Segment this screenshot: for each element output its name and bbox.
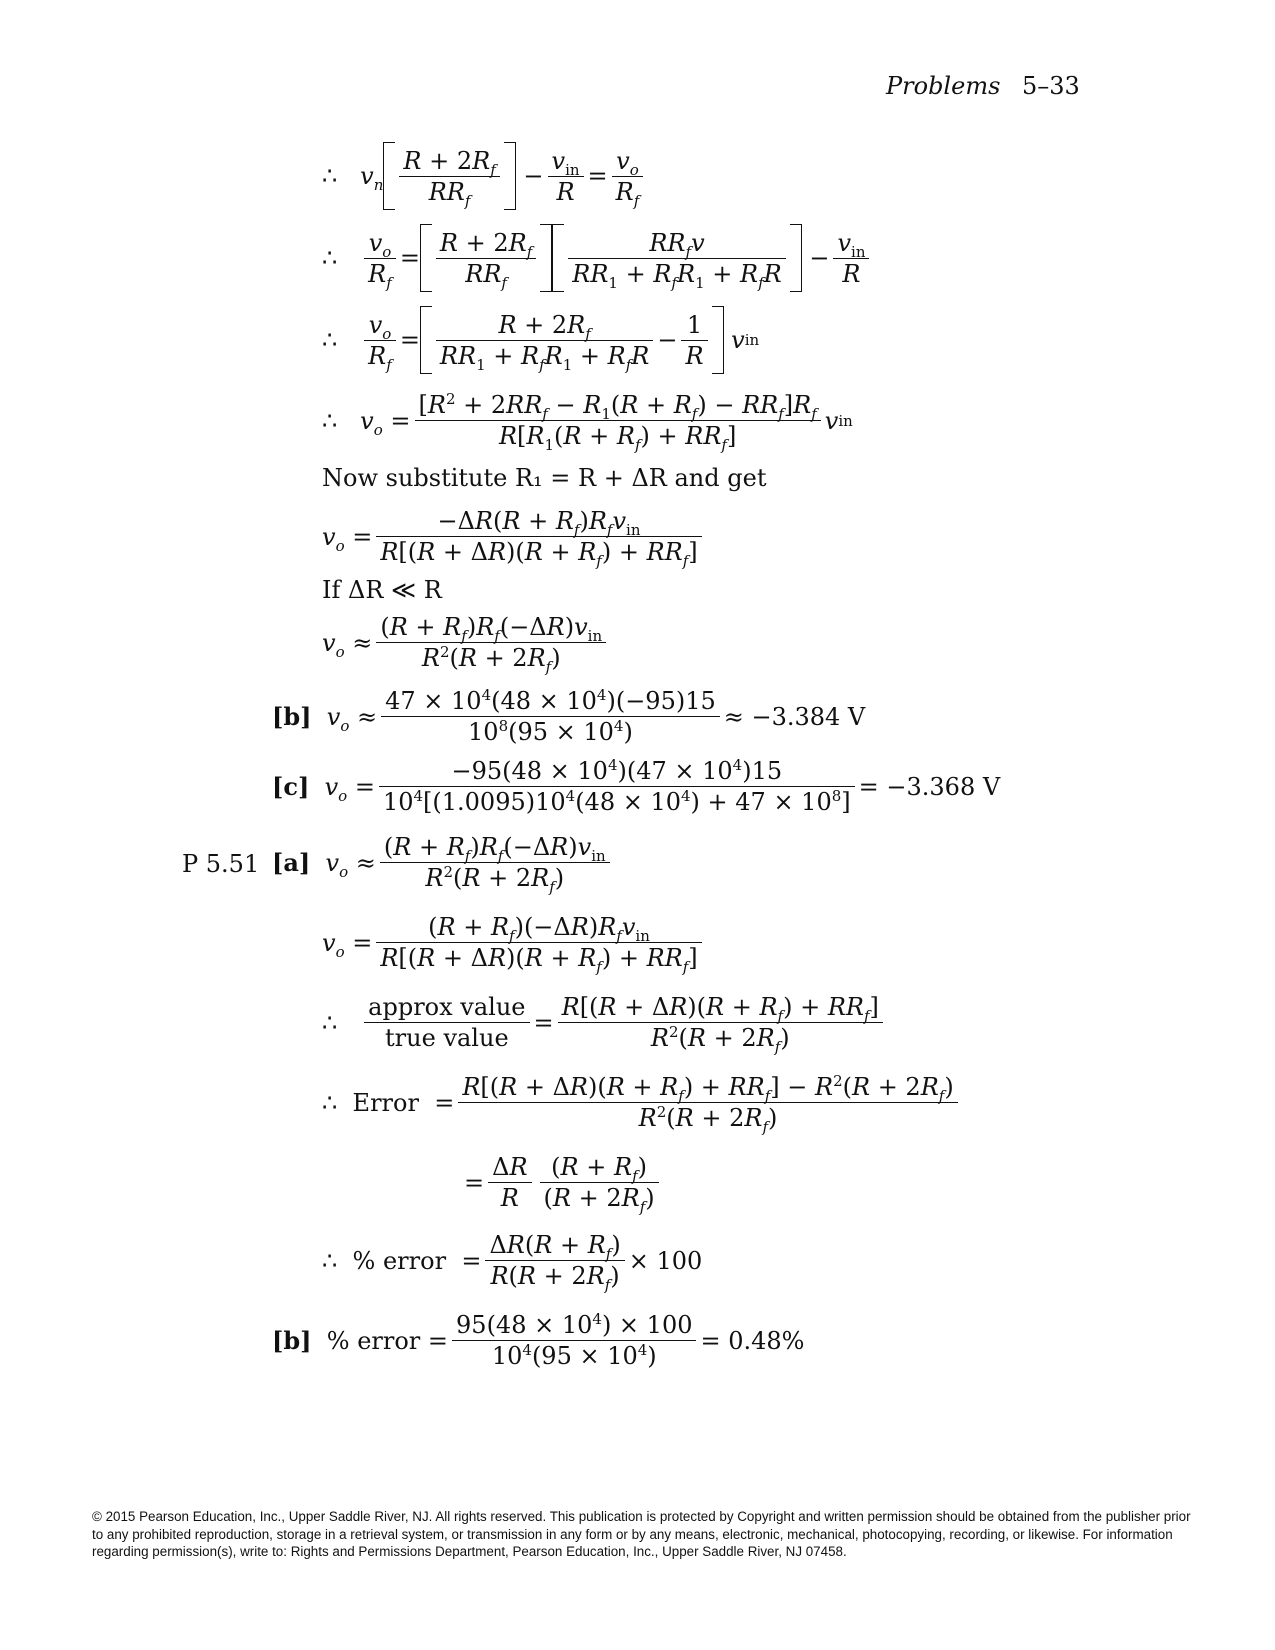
problem-number: P 5.51 [182,850,260,878]
equation-3: ∴ $\frac{v_o}{R_f}$ = $\frac{R + 2R_f}{RR_1 + R_fR_1 + R_fR}$ − $\frac{1}{R}$ v in [322,306,759,374]
substitute-text: Now substitute R₁ = R + ΔR and get [322,464,767,492]
error-equation: ∴ Error = $\frac{R[(R + \Delta R)(R + R_f) + RR_f] - R^2(R + 2R_f)}{R^2(R + 2R_f)}$ [322,1072,962,1133]
part-b-equation: [b] $v_o$ ≈ $\frac{47 \times 10^4(48 \times 10^4)(-95)15}{10^8(95 \times 10^4)}$ ≈ −3.384 V [272,686,866,746]
page-number: 5–33 [1022,72,1080,100]
copyright-notice: © 2015 Pearson Education, Inc., Upper Saddle River, NJ. All rights reserved. This publication is protected by Copyright and written permission should be obtained from the publisher prior to any prohibited reproduction, storage in a retrieval system, or transmission in any form or by any means, electronic, mechanical, photocopying, recording, or likewise. For information regarding permission(s), write to: Rights and Permissions Department, Pearson Education, Inc., Upper Saddle River, NJ 07458. [92,1509,1191,1559]
equation-4: ∴ $v_o$ = $\frac{[R^2 + 2RR_f - R_1(R + R_f) - RR_f]R_f}{R[R_1(R + R_f) + RR_f]}$ v in [322,390,853,454]
p551-part-b-equation: [b] % error = $\frac{95(48 \times 10^4) \times 100}{10^4(95 \times 10^4)}$ = 0.48% [272,1310,805,1370]
condition-text: If ΔR ≪ R [322,576,442,604]
exact-vo-equation: $v_o$ = $\frac{(R + R_f)(-\Delta R)R_fv_{in}}{R[(R + \Delta R)(R + R_f) + RR_f]}$ [322,912,706,973]
ratio-equation: ∴ $\frac{\text{approx value}}{\text{true value}}$ = $\frac{R[(R + \Delta R)(R + R_f) + RR_f]}{R^2(R + 2R_f)}$ [322,992,887,1053]
equation-6: $v_o$ ≈ $\frac{(R + R_f)R_f(-\Delta R)v_{in}}{R^2(R + 2R_f)}$ [322,612,610,673]
equation-1: ∴ $v_n$ $\frac{R + 2R_f}{RR_f}$ − $\frac{v_{in}}{R}$ = $\frac{v_o}{R_f}$ [322,142,647,210]
running-head-section: Problems [886,72,1001,100]
equation-5: $v_o$ = $\frac{-\Delta R(R + R_f)R_fv_{in}}{R[(R + \Delta R)(R + R_f) + RR_f]}$ [322,506,706,567]
p551-part-a-equation: [a] $v_o$ ≈ $\frac{(R + R_f)R_f(-\Delta R)v_{in}}{R^2(R + 2R_f)}$ [272,832,614,893]
percent-error-equation: ∴ % error = $\frac{\Delta R(R + R_f)}{R(R + 2R_f)}$ × 100 [322,1231,703,1294]
error-simplified: = $\frac{\Delta R}{R}$ $\frac{(R + R_f)}{(R + 2R_f)}$ [464,1152,663,1213]
part-c-equation: [c] $v_o$ = $\frac{-95(48 \times 10^4)(47 \times 10^4)15}{10^4[(1.0095)10^4(48 \times 10^4) + 47 \times 10^8]}$ = −3.368 V [272,756,1001,816]
equation-2: ∴ $\frac{v_o}{R_f}$ = $\frac{R + 2R_f}{RR_f}$ $\frac{RR_fv}{RR_1 + R_fR_1 + R_fR}$ − $\frac{v_{in}}{R}$ [322,224,873,292]
